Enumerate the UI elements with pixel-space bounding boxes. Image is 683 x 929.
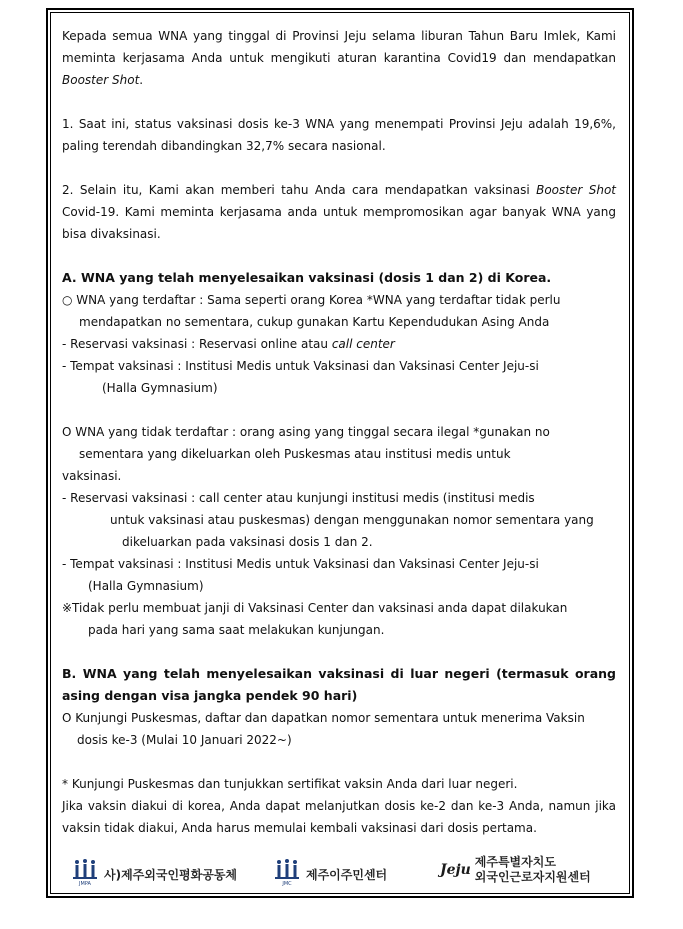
point-2-end: Covid-19. Kami meminta kerjasama anda untuk mempromosikan agar banyak WNA yang bisa divaksinasi. <box>62 205 616 241</box>
svg-text:JMPA: JMPA <box>79 881 91 887</box>
svg-text:JMC: JMC <box>282 881 292 887</box>
jeju-logo-line-1: 제주특별자치도 <box>474 855 556 869</box>
visit-line-2: dosis ke-3 (Mulai 10 Januari 2022~) <box>77 733 292 747</box>
intro-end: . <box>139 73 144 87</box>
point-1: 1. Saat ini, status vaksinasi dosis ke-3 WNA yang menempati Provinsi Jeju adalah 19,6%, paling terendah dibandingkan 32,7% secara nasional. <box>62 117 616 153</box>
registered-line-2: mendapatkan no sementara, cukup gunakan Kartu Kependudukan Asing Anda <box>79 315 550 329</box>
unregistered-line-2: sementara yang dikeluarkan oleh Puskesmas atau institusi medis untuk <box>79 447 511 461</box>
jmpa-logo-text: 사)제주외국인평화공동체 <box>104 867 237 882</box>
unreg-place-line-1: - Tempat vaksinasi : Institusi Medis untuk Vaksinasi dan Vaksinasi Center Jeju-si <box>62 557 539 571</box>
unregistered-line-3: vaksinasi. <box>62 469 122 483</box>
certificate-line: * Kunjungi Puskesmas dan tunjukkan sertifikat vaksin Anda dari luar negeri. <box>62 777 518 791</box>
intro-italic: Booster Shot <box>62 73 140 87</box>
unreg-reservation-line-2: untuk vaksinasi atau puskesmas) dengan menggunakan nomor sementara yang <box>110 513 594 527</box>
section-b-heading: B. WNA yang telah menyelesaikan vaksinasi di luar negeri (termasuk orang asing dengan visa jangka pendek 90 hari) <box>62 666 616 703</box>
jmc-logo <box>272 857 387 891</box>
document-body <box>62 25 616 839</box>
certificate-rest: Jika vaksin diakui di korea, Anda dapat melanjutkan dosis ke-2 dan ke-3 Anda, namun jika vaksin tidak diakui, Anda harus memulai kembali vaksinasi dari dosis pertama. <box>62 799 616 835</box>
unregistered-line-1: O WNA yang tidak terdaftar : orang asing yang tinggal secara ilegal *gunakan no <box>62 425 550 439</box>
unreg-reservation-line-3: dikeluarkan pada vaksinasi dosis 1 dan 2. <box>122 535 373 549</box>
intro-text: Kepada semua WNA yang tinggal di Provinsi Jeju selama liburan Tahun Baru Imlek, Kami meminta kerjasama Anda untuk mengikuti aturan karantina Covid19 dan mendapatkan <box>62 29 616 65</box>
jeju-support-center-logo <box>440 855 591 885</box>
jeju-wordmark: Jeju <box>440 862 471 878</box>
intro-paragraph <box>62 25 616 91</box>
jmc-emblem-icon <box>272 857 302 891</box>
note-line-1: ※Tidak perlu membuat janji di Vaksinasi Center dan vaksinasi anda dapat dilakukan <box>62 601 568 615</box>
point-2-italic: Booster Shot <box>536 183 616 197</box>
point-2 <box>62 179 616 245</box>
place-line-1: - Tempat vaksinasi : Institusi Medis untuk Vaksinasi dan Vaksinasi Center Jeju-si <box>62 359 539 373</box>
document-border <box>46 8 634 898</box>
logo-bar <box>60 855 620 895</box>
unreg-reservation-line-1: - Reservasi vaksinasi : call center atau kunjungi institusi medis (institusi medis <box>62 491 535 505</box>
unreg-place-line-2: (Halla Gymnasium) <box>88 579 204 593</box>
jeju-support-center-text <box>475 855 591 885</box>
point-2-text: 2. Selain itu, Kami akan memberi tahu Anda cara mendapatkan vaksinasi <box>62 183 537 197</box>
visit-line-1: O Kunjungi Puskesmas, daftar dan dapatkan nomor sementara untuk menerima Vaksin <box>62 711 585 725</box>
note-line-2: pada hari yang sama saat melakukan kunjungan. <box>88 623 385 637</box>
section-a-heading: A. WNA yang telah menyelesaikan vaksinasi (dosis 1 dan 2) di Korea. <box>62 270 552 285</box>
reservation-italic: call center <box>331 337 395 351</box>
jmpa-emblem-icon <box>70 857 100 891</box>
jmpa-logo <box>70 857 237 891</box>
reservation-line <box>62 333 616 355</box>
jeju-logo-line-2: 외국인근로자지원센터 <box>474 870 591 884</box>
place-line-2: (Halla Gymnasium) <box>102 381 218 395</box>
reservation-text: - Reservasi vaksinasi : Reservasi online atau <box>62 337 332 351</box>
registered-line-1: ○ WNA yang terdaftar : Sama seperti orang Korea *WNA yang terdaftar tidak perlu <box>62 293 561 307</box>
jmc-logo-text: 제주이주민센터 <box>306 867 388 882</box>
